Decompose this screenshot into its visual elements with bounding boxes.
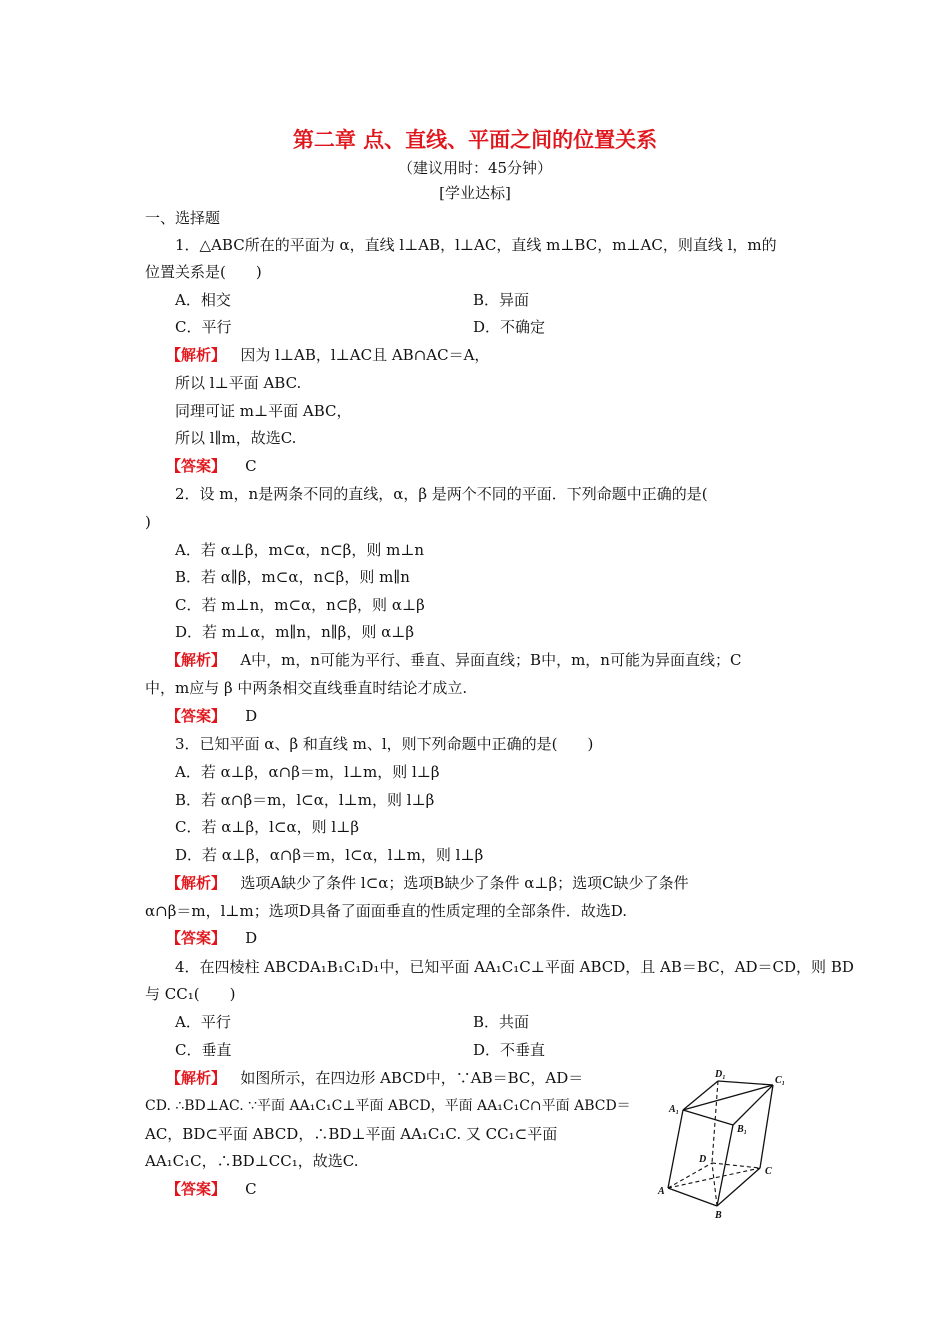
q3-option-d: D．若 α⊥β，α∩β＝m，l⊂α，l⊥m，则 l⊥β xyxy=(175,846,484,864)
q4-analysis-line1 xyxy=(166,1068,583,1088)
q1-answer-line xyxy=(166,456,257,476)
edge-c-c1 xyxy=(760,1085,773,1168)
q3-option-a: A．若 α⊥β，α∩β＝m，l⊥m，则 l⊥β xyxy=(175,763,440,781)
edge-a1-b1 xyxy=(683,1110,733,1125)
q2-answer: D xyxy=(245,707,258,725)
q2-stem-line2: ) xyxy=(145,513,151,531)
analysis-label: 【解析】 xyxy=(166,874,227,892)
label-b1: B₁ xyxy=(737,1124,748,1135)
label-c: C xyxy=(765,1166,772,1177)
q2-analysis-line1 xyxy=(166,650,741,670)
label-d1: D₁ xyxy=(715,1069,726,1080)
q4-analysis-line2: CD. ∴BD⊥AC. ∵平面 AA₁C₁C⊥平面 ABCD，平面 AA₁C₁C∩平面 ABCD＝ xyxy=(145,1098,631,1114)
section-tag: [学业达标] xyxy=(439,184,511,202)
q4-stem-line1: 4．在四棱柱 ABCDA₁B₁C₁D₁中，已知平面 AA₁C₁C⊥平面 ABCD，且 AB＝BC，AD＝CD，则 BD xyxy=(175,958,854,976)
diag-a1-c1 xyxy=(683,1085,773,1110)
q4-option-d: D．不垂直 xyxy=(473,1041,546,1059)
label-c1: C₁ xyxy=(775,1075,785,1086)
q2-option-a: A．若 α⊥β，m⊂α，n⊂β，则 m⊥n xyxy=(175,541,425,559)
q3-option-b: B．若 α∩β＝m，l⊂α，l⊥m，则 l⊥β xyxy=(175,791,435,809)
analysis-label: 【解析】 xyxy=(166,346,227,364)
q4-analysis-line3: AC，BD⊂平面 ABCD，∴BD⊥平面 AA₁C₁C. 又 CC₁⊂平面 xyxy=(145,1125,558,1143)
q1-analysis-line1 xyxy=(166,345,489,365)
q4-answer: C xyxy=(245,1180,257,1198)
edge-a-b xyxy=(668,1188,717,1206)
q3-analysis-line2: α∩β＝m，l⊥m；选项D具备了面面垂直的性质定理的全部条件．故选D. xyxy=(145,902,628,920)
hidden-edge-a-d xyxy=(668,1163,712,1188)
hidden-diag-b-d xyxy=(712,1163,717,1206)
hidden-edge-d-c xyxy=(712,1163,760,1168)
q4-option-b: B．共面 xyxy=(473,1013,530,1031)
q1-analysis-line4: 所以 l∥m，故选C. xyxy=(175,429,297,447)
q1-option-a: A．相交 xyxy=(175,291,231,309)
q4-option-a: A．平行 xyxy=(175,1013,231,1031)
label-d: D xyxy=(699,1154,707,1165)
analysis-label: 【解析】 xyxy=(166,651,227,669)
part-heading: 一、选择题 xyxy=(145,209,221,227)
q2-stem-line1: 2．设 m，n是两条不同的直线，α，β 是两个不同的平面．下列命题中正确的是( xyxy=(175,485,708,503)
q4-stem-line2: 与 CC₁( ) xyxy=(145,985,236,1003)
q3-option-c: C．若 α⊥β，l⊂α，则 l⊥β xyxy=(175,818,359,836)
q1-answer: C xyxy=(245,457,257,475)
chapter-title: 第二章 点、直线、平面之间的位置关系 xyxy=(292,128,658,152)
q2-option-d: D．若 m⊥α，m∥n，n∥β，则 α⊥β xyxy=(175,623,415,641)
q1-option-d: D．不确定 xyxy=(473,318,546,336)
q4-option-c: C．垂直 xyxy=(175,1041,232,1059)
q4-analysis-line4: AA₁C₁C，∴BD⊥CC₁，故选C. xyxy=(145,1152,359,1170)
q4-answer-line xyxy=(166,1179,257,1199)
q2-option-c: C．若 m⊥n，m⊂α，n⊂β，则 α⊥β xyxy=(175,596,425,614)
q1-analysis-text: 因为 l⊥AB，l⊥AC且 AB∩AC＝A， xyxy=(240,346,490,364)
prism-figure xyxy=(655,1068,785,1228)
edge-a-a1 xyxy=(668,1110,683,1188)
q1-analysis-line2: 所以 l⊥平面 ABC. xyxy=(175,374,302,392)
label-b: B xyxy=(715,1210,722,1221)
q1-option-b: B．异面 xyxy=(473,291,530,309)
q4-analysis-text: 如图所示，在四边形 ABCD中，∵AB＝BC，AD＝ xyxy=(240,1069,584,1087)
label-a: A xyxy=(658,1186,665,1197)
label-a1: A₁ xyxy=(669,1104,680,1115)
answer-label: 【答案】 xyxy=(166,707,227,725)
q3-analysis-text: 选项A缺少了条件 l⊂α；选项B缺少了条件 α⊥β；选项C缺少了条件 xyxy=(240,874,689,892)
q3-answer-line xyxy=(166,928,257,948)
q1-stem-line2: 位置关系是( ) xyxy=(145,263,262,281)
hidden-edge-d-d1 xyxy=(712,1081,718,1163)
q2-analysis-line2: 中，m应与 β 中两条相交直线垂直时结论才成立. xyxy=(145,679,468,697)
q3-stem-line1: 3．已知平面 α、β 和直线 m、l，则下列命题中正确的是( ) xyxy=(175,735,594,753)
edge-d1-c1 xyxy=(718,1081,773,1085)
q2-analysis-text: A中，m，n可能为平行、垂直、异面直线；B中，m，n可能为异面直线；C xyxy=(240,651,742,669)
answer-label: 【答案】 xyxy=(166,457,227,475)
q3-analysis-line1 xyxy=(166,873,689,893)
answer-label: 【答案】 xyxy=(166,929,227,947)
q1-stem-line1: 1．△ABC所在的平面为 α，直线 l⊥AB，l⊥AC，直线 m⊥BC，m⊥AC，则直线 l，m的 xyxy=(175,236,777,254)
analysis-label: 【解析】 xyxy=(166,1069,227,1087)
q1-option-c: C．平行 xyxy=(175,318,232,336)
answer-label: 【答案】 xyxy=(166,1180,227,1198)
suggested-time: （建议用时：45分钟） xyxy=(397,159,553,177)
q2-answer-line xyxy=(166,706,257,726)
q1-analysis-line3: 同理可证 m⊥平面 ABC， xyxy=(175,402,352,420)
q3-answer: D xyxy=(245,929,258,947)
q2-option-b: B．若 α∥β，m⊂α，n⊂β，则 m∥n xyxy=(175,568,410,586)
